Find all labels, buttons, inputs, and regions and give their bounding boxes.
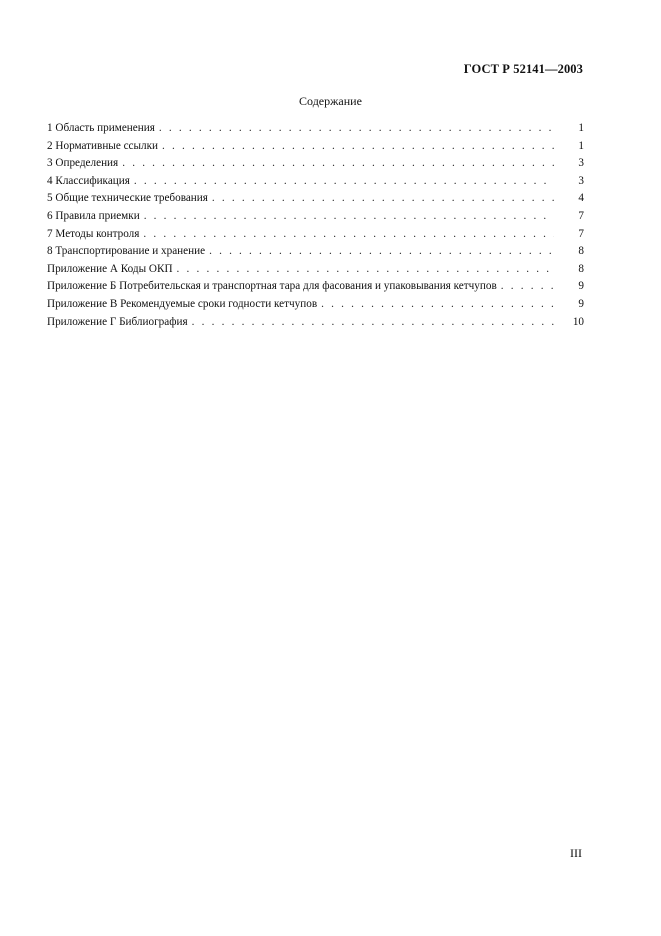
toc-entry-page: 10 bbox=[572, 315, 584, 328]
toc-dot-leader bbox=[501, 278, 554, 296]
toc-dot-leader bbox=[134, 173, 554, 191]
toc-entry-text: 6 Правила приемки bbox=[47, 209, 140, 222]
toc-entry-page: 7 bbox=[578, 209, 584, 222]
toc-entry-page: 9 bbox=[578, 280, 584, 293]
toc-dot-leader bbox=[321, 296, 554, 314]
toc-entry[interactable] bbox=[47, 261, 584, 279]
toc-entry[interactable] bbox=[47, 173, 584, 191]
toc-dot-leader bbox=[192, 314, 554, 332]
toc-dot-leader bbox=[162, 138, 554, 156]
toc-entry[interactable] bbox=[47, 314, 584, 332]
toc-entry[interactable] bbox=[47, 296, 584, 314]
document-code: ГОСТ Р 52141—2003 bbox=[463, 62, 583, 76]
toc-entry-page: 7 bbox=[578, 227, 584, 240]
toc-title: Содержание bbox=[299, 94, 362, 108]
toc-entry-text: 3 Определения bbox=[47, 157, 119, 170]
toc-entry-page: 8 bbox=[578, 245, 584, 258]
toc-entry-page: 9 bbox=[578, 297, 584, 310]
toc-entry-page: 3 bbox=[578, 157, 584, 170]
table-of-contents bbox=[47, 120, 584, 331]
toc-entry[interactable] bbox=[47, 155, 584, 173]
toc-entry-page: 3 bbox=[578, 174, 584, 187]
toc-entry-text: 2 Нормативные ссылки bbox=[47, 139, 159, 152]
toc-entry-text: Приложение Г Библиография bbox=[47, 315, 188, 328]
toc-dot-leader bbox=[177, 261, 554, 279]
toc-entry-text: 5 Общие технические требования bbox=[47, 192, 208, 205]
toc-entry[interactable] bbox=[47, 243, 584, 261]
toc-entry-page: 1 bbox=[578, 139, 584, 152]
toc-dot-leader bbox=[143, 226, 554, 244]
toc-dot-leader bbox=[144, 208, 554, 226]
toc-dot-leader bbox=[159, 120, 554, 138]
toc-entry-text: Приложение В Рекомендуемые сроки годности кетчупов bbox=[47, 297, 318, 310]
toc-dot-leader bbox=[122, 155, 554, 173]
toc-entry-page: 4 bbox=[578, 192, 584, 205]
toc-entry-page: 1 bbox=[578, 122, 584, 134]
toc-entry-text: Приложение А Коды ОКП bbox=[47, 262, 173, 275]
toc-dot-leader bbox=[209, 243, 554, 261]
toc-entry-text: 1 Область применения bbox=[47, 122, 155, 134]
toc-entry[interactable] bbox=[47, 190, 584, 208]
toc-entry[interactable] bbox=[47, 120, 584, 138]
toc-dot-leader bbox=[212, 190, 554, 208]
toc-entry-text: 4 Классификация bbox=[47, 174, 130, 187]
toc-entry[interactable] bbox=[47, 278, 584, 296]
toc-entry[interactable] bbox=[47, 208, 584, 226]
page-number: III bbox=[570, 846, 582, 860]
toc-entry-text: 7 Методы контроля bbox=[47, 227, 140, 240]
toc-entry[interactable] bbox=[47, 226, 584, 244]
toc-entry-page: 8 bbox=[578, 262, 584, 275]
toc-entry-text: 8 Транспортирование и хранение bbox=[47, 245, 206, 258]
toc-entry-text: Приложение Б Потребительская и транспортная тара для фасования и упаковывания кетчупов bbox=[47, 280, 497, 293]
toc-entry[interactable] bbox=[47, 138, 584, 156]
